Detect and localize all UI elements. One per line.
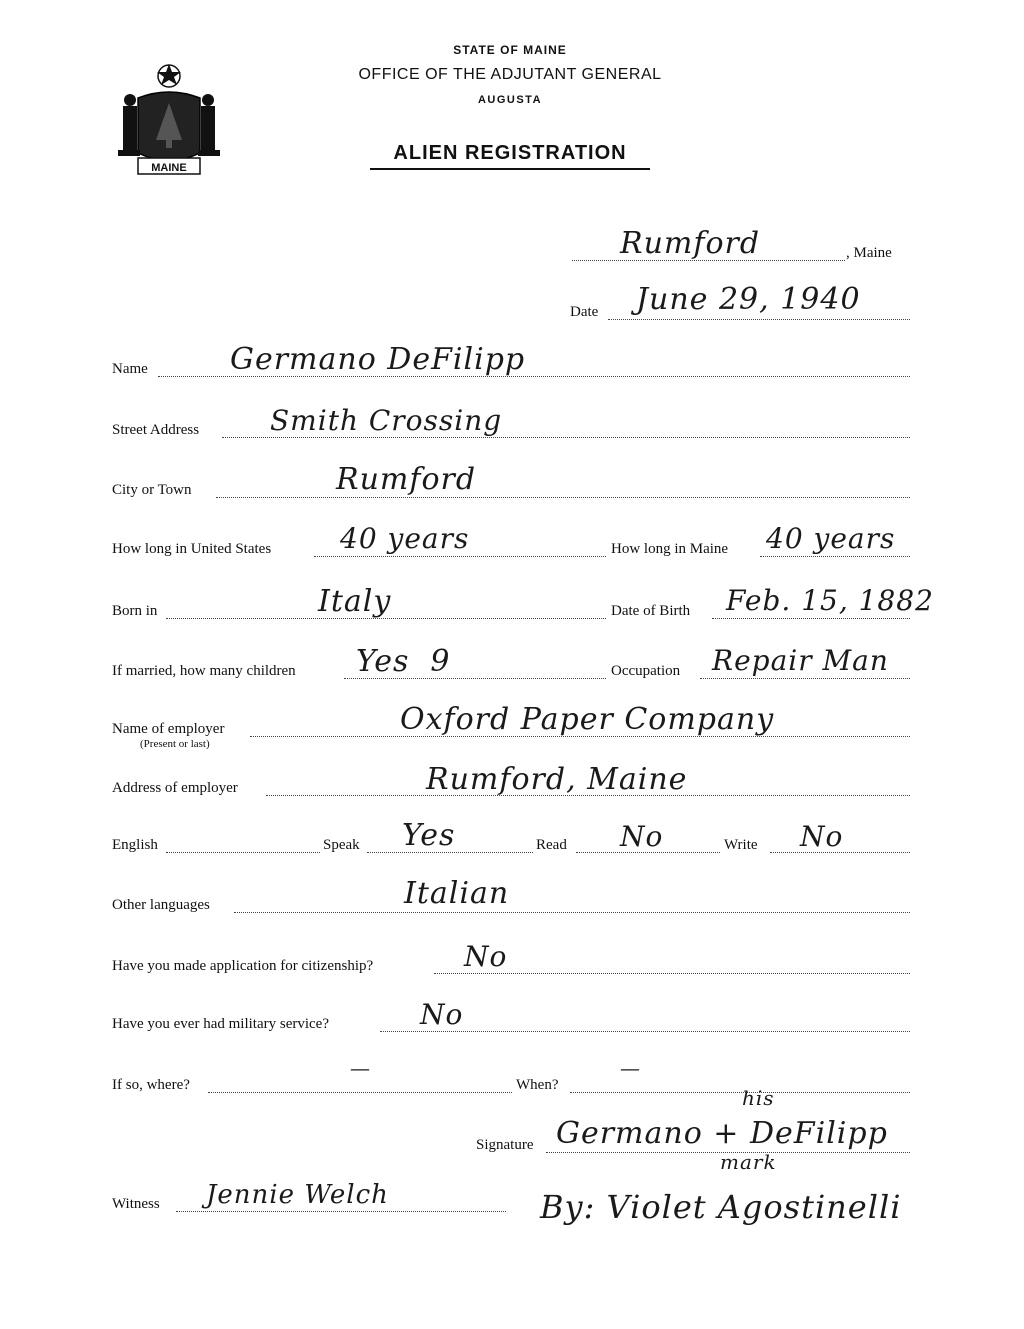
name-label: Name <box>112 361 148 377</box>
other-languages-value: Italian <box>404 876 510 911</box>
where-value: — <box>350 1056 371 1080</box>
street-value: Smith Crossing <box>270 404 503 437</box>
dob-value: Feb. 15, 1882 <box>726 584 934 617</box>
where-label: If so, where? <box>112 1077 190 1093</box>
signature-label: Signature <box>476 1137 534 1153</box>
us-years-label: How long in United States <box>112 541 272 557</box>
employer-address-label: Address of employer <box>112 780 238 796</box>
read-label: Read <box>536 837 567 853</box>
write-label: Write <box>724 837 758 853</box>
dob-label: Date of Birth <box>611 603 691 619</box>
english-label: English <box>112 837 158 853</box>
children-value: Yes 9 <box>356 644 451 679</box>
citizenship-line <box>434 973 910 974</box>
signature-value: Germano + DeFilipp <box>556 1116 888 1151</box>
date-line <box>608 319 910 320</box>
other-languages-line <box>234 912 910 913</box>
maine-years-line <box>760 556 910 557</box>
children-label: If married, how many children <box>112 663 296 679</box>
occupation-label: Occupation <box>611 663 681 679</box>
occupation-value: Repair Man <box>712 644 889 677</box>
english-line <box>166 852 320 853</box>
city-line <box>216 497 910 498</box>
when-label: When? <box>516 1077 559 1093</box>
employer-label: Name of employer <box>112 721 225 737</box>
location-value: Rumford <box>620 226 761 261</box>
city-heading: AUGUSTA <box>477 94 543 106</box>
office-heading: OFFICE OF THE ADJUTANT GENERAL <box>358 66 662 83</box>
employer-value: Oxford Paper Company <box>400 702 775 737</box>
speak-label: Speak <box>323 837 360 853</box>
witness-line <box>176 1211 506 1212</box>
us-years-line <box>314 556 606 557</box>
signature-mark: mark <box>720 1150 777 1174</box>
military-label: Have you ever had military service? <box>112 1016 329 1032</box>
when-line <box>570 1092 910 1093</box>
when-value: — <box>620 1056 641 1080</box>
city-value: Rumford <box>336 462 477 497</box>
employer-sublabel: (Present or last) <box>140 738 210 750</box>
form-title: ALIEN REGISTRATION <box>393 142 627 164</box>
read-value: No <box>620 820 664 853</box>
signature-his: his <box>742 1086 775 1110</box>
witness-value: Jennie Welch <box>206 1180 389 1210</box>
military-value: No <box>420 998 464 1031</box>
dob-line <box>712 618 910 619</box>
where-line <box>208 1092 512 1093</box>
date-label: Date <box>570 304 599 320</box>
witness-label: Witness <box>112 1196 160 1212</box>
street-label: Street Address <box>112 422 200 438</box>
state-seal-icon <box>108 58 230 186</box>
other-languages-label: Other languages <box>112 897 210 913</box>
born-label: Born in <box>112 603 158 619</box>
location-suffix: , Maine <box>846 245 892 261</box>
name-value: Germano DeFilipp <box>230 342 526 377</box>
military-line <box>380 1031 910 1032</box>
write-value: No <box>800 820 844 853</box>
speak-value: Yes <box>402 818 456 853</box>
title-underline <box>370 168 650 170</box>
date-value: June 29, 1940 <box>636 282 861 317</box>
maine-years-value: 40 years <box>766 522 896 555</box>
seal-text: MAINE <box>151 162 187 174</box>
us-years-value: 40 years <box>340 522 470 555</box>
born-value: Italy <box>318 584 392 619</box>
street-line <box>222 437 910 438</box>
citizenship-value: No <box>464 940 508 973</box>
maine-years-label: How long in Maine <box>611 541 729 557</box>
citizenship-label: Have you made application for citizenship? <box>112 958 374 974</box>
state-heading: STATE OF MAINE <box>453 43 567 57</box>
occupation-line <box>700 678 910 679</box>
city-label: City or Town <box>112 482 192 498</box>
signature-by: By: Violet Agostinelli <box>540 1188 902 1226</box>
employer-address-value: Rumford, Maine <box>426 762 688 797</box>
